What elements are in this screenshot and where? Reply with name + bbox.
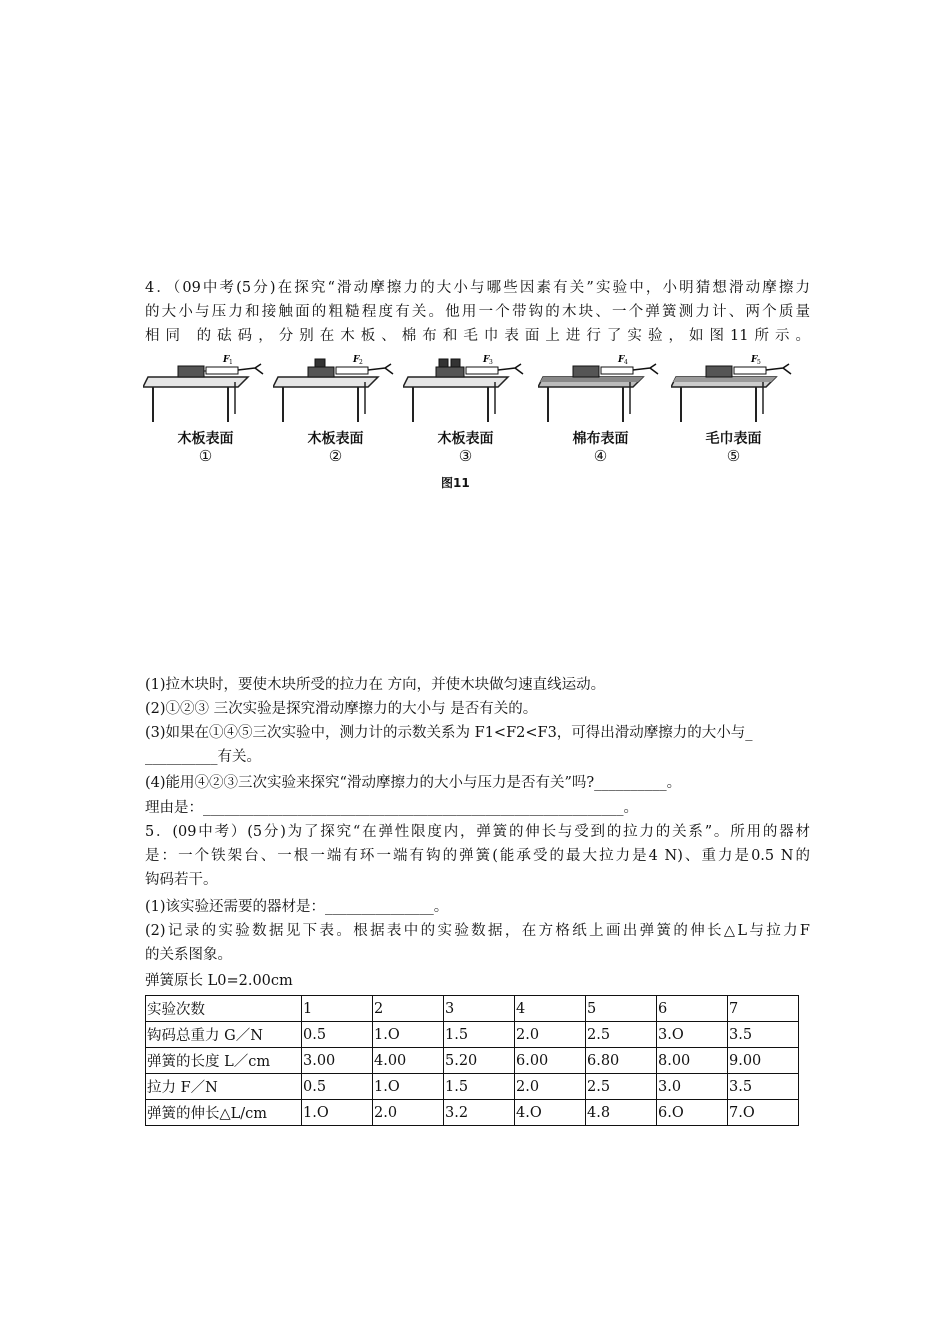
- spring-original-length: 弹簧原长 L0=2.00cm: [145, 973, 293, 989]
- q5-part-2-line-1: (2)记录的实验数据见下表。根据表中的实验数据，在方格纸上画出弹簧的伸长△L与拉力F: [145, 923, 810, 939]
- table-cell: 6.O: [657, 1100, 728, 1126]
- table-row: [146, 1048, 799, 1074]
- station-3-number: ③: [458, 447, 473, 465]
- table-cell: 1.5: [444, 1074, 515, 1100]
- table-cell: 9.00: [728, 1048, 799, 1074]
- svg-text:F: F: [483, 355, 490, 365]
- figure-11: [143, 352, 793, 492]
- table-cell: 2: [373, 996, 444, 1022]
- table-cell: 3: [444, 996, 515, 1022]
- svg-text:F: F: [223, 355, 230, 365]
- station-5: [671, 352, 796, 482]
- station-4: [538, 352, 663, 482]
- table-cell: 1.O: [373, 1022, 444, 1048]
- table-cell: 7.O: [728, 1100, 799, 1126]
- q4-part-3-line-2: __________有关。: [145, 749, 261, 765]
- table-cell: 拉力 F／N: [146, 1074, 302, 1100]
- q4-line-2: 的大小与压力和接触面的粗糙程度有关。他用一个带钩的木块、一个弹簧测力计、两个质量: [145, 304, 810, 320]
- table-drawing-5: [671, 352, 796, 427]
- q5-line-3: 钩码若干。: [145, 872, 218, 888]
- station-1-label: 木板表面: [177, 431, 234, 447]
- q4-line-3: 相同 的砝码，分别在木板、棉布和毛巾表面上进行了实验，如图11所示。: [145, 328, 810, 344]
- table-cell: 1: [302, 996, 373, 1022]
- table-cell: 实验次数: [146, 996, 302, 1022]
- q4-part-3-line-1: (3)如果在①④⑤三次实验中，测力计的示数关系为 F1<F2<F3，可得出滑动摩擦力的大小与_: [145, 725, 753, 741]
- figure-caption: 图11: [441, 476, 470, 490]
- svg-text:F: F: [751, 355, 758, 365]
- table-cell: 弹簧的伸长△L/cm: [146, 1100, 302, 1126]
- station-2: [273, 352, 398, 482]
- table-drawing-4: [538, 352, 663, 427]
- station-1: [143, 352, 268, 482]
- q5-part-1: (1)该实验还需要的器材是：_______________。: [145, 899, 449, 915]
- table-cell: 4.O: [515, 1100, 586, 1126]
- table-cell: 弹簧的长度 L／cm: [146, 1048, 302, 1074]
- q5-line-1: 5．(09中考）(5分)为了探究“在弹性限度内，弹簧的伸长与受到的拉力的关系”。所用的器材: [145, 824, 810, 840]
- table-cell: 3.0: [657, 1074, 728, 1100]
- q5-part-2-line-2: 的关系图象。: [145, 947, 232, 963]
- station-2-number: ②: [328, 447, 343, 465]
- table-cell: 3.00: [302, 1048, 373, 1074]
- table-cell: 2.0: [515, 1022, 586, 1048]
- table-row: [146, 1074, 799, 1100]
- table-cell: 8.00: [657, 1048, 728, 1074]
- table-cell: 3.5: [728, 1022, 799, 1048]
- table-cell: 6.00: [515, 1048, 586, 1074]
- table-cell: 2.0: [515, 1074, 586, 1100]
- table-row: [146, 996, 799, 1022]
- table-cell: 4: [515, 996, 586, 1022]
- table-drawing-3: [403, 352, 528, 427]
- q4-part-1: (1)拉木块时，要使木块所受的拉力在 方向，并使木块做匀速直线运动。: [145, 677, 606, 693]
- station-2-label: 木板表面: [307, 431, 364, 447]
- station-4-label: 棉布表面: [572, 431, 629, 447]
- q4-part-4: (4)能用④②③三次实验来探究“滑动摩擦力的大小与压力是否有关”吗?__________。: [145, 775, 682, 791]
- table-row: [146, 1022, 799, 1048]
- table-cell: 3.2: [444, 1100, 515, 1126]
- table-cell: 钩码总重力 G／N: [146, 1022, 302, 1048]
- station-5-label: 毛巾表面: [705, 431, 762, 447]
- data-table: [145, 995, 799, 1126]
- table-cell: 0.5: [302, 1022, 373, 1048]
- table-cell: 2.5: [586, 1074, 657, 1100]
- svg-text:5: 5: [757, 359, 761, 366]
- table-cell: 1.O: [302, 1100, 373, 1126]
- station-1-number: ①: [198, 447, 213, 465]
- station-5-number: ⑤: [726, 447, 741, 465]
- table-cell: 2.5: [586, 1022, 657, 1048]
- q4-reason: 理由是：__________________________________________________________。: [145, 800, 638, 816]
- table-cell: 2.0: [373, 1100, 444, 1126]
- station-3: [403, 352, 528, 482]
- table-cell: 6.80: [586, 1048, 657, 1074]
- q5-line-2: 是：一个铁架台、一根一端有环一端有钩的弹簧(能承受的最大拉力是4 N)、重力是0.5 N的: [145, 848, 810, 864]
- table-cell: 3.O: [657, 1022, 728, 1048]
- svg-text:3: 3: [489, 359, 493, 366]
- table-drawing-2: [273, 352, 398, 427]
- table-row: [146, 1100, 799, 1126]
- q4-part-2: (2)①②③ 三次实验是探究滑动摩擦力的大小与 是否有关的。: [145, 701, 538, 717]
- svg-text:F: F: [353, 355, 360, 365]
- svg-text:2: 2: [359, 359, 363, 366]
- station-3-label: 木板表面: [437, 431, 494, 447]
- svg-text:F: F: [618, 355, 625, 365]
- table-cell: 3.5: [728, 1074, 799, 1100]
- svg-text:4: 4: [624, 359, 628, 366]
- station-4-number: ④: [593, 447, 608, 465]
- svg-text:1: 1: [229, 359, 233, 366]
- table-cell: 5.20: [444, 1048, 515, 1074]
- table-cell: 4.8: [586, 1100, 657, 1126]
- table-cell: 1.O: [373, 1074, 444, 1100]
- table-cell: 5: [586, 996, 657, 1022]
- table-cell: 4.00: [373, 1048, 444, 1074]
- table-drawing-1: [143, 352, 268, 427]
- table-cell: 6: [657, 996, 728, 1022]
- table-cell: 0.5: [302, 1074, 373, 1100]
- table-cell: 7: [728, 996, 799, 1022]
- table-cell: 1.5: [444, 1022, 515, 1048]
- q4-line-1: 4．（09中考(5分)在探究“滑动摩擦力的大小与哪些因素有关”实验中，小明猜想滑动摩擦力: [145, 280, 810, 296]
